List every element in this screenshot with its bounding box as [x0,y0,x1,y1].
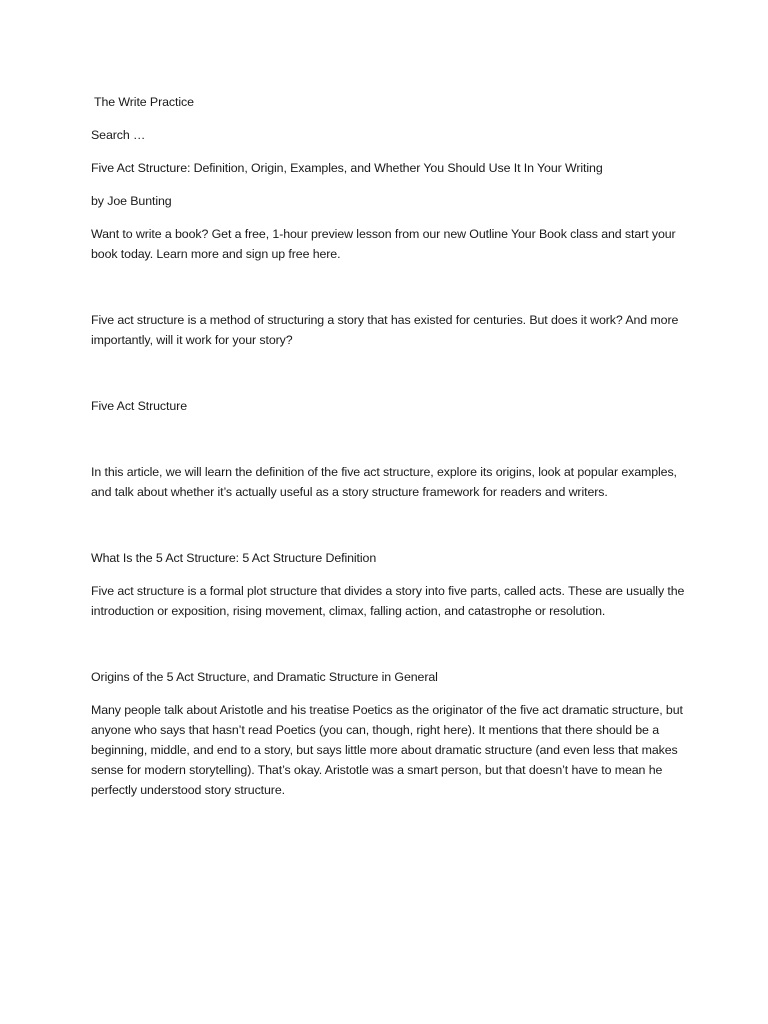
article-title: Five Act Structure: Definition, Origin, Examples, and Whether You Should Use It In Your Writing [91,161,603,175]
document-page [91,92,691,800]
section-body-definition: Five act structure is a formal plot structure that divides a story into five parts, called acts. These are usually the introduction or exposition, rising movement, climax, falling action, and catastrophe or resolution. [91,584,685,618]
section-body-origins: Many people talk about Aristotle and his treatise Poetics as the originator of the five act dramatic structure, but anyone who says that hasn’t read Poetics (you can, though, right here). It mentions that there should be a beginning, middle, and end to a story, but says little more about dramatic structure (and even less that makes sense for modern storytelling). That’s okay. Aristotle was a smart person, but that doesn’t have to mean he perfectly understood story structure. [91,703,683,797]
promo-paragraph: Want to write a book? Get a free, 1-hour preview lesson from our new Outline Your Book class and start your book today. Learn more and sign up free here. [91,227,676,261]
image-caption: Five Act Structure [91,399,187,413]
overview-paragraph: In this article, we will learn the definition of the five act structure, explore its origins, look at popular examples, and talk about whether it’s actually useful as a story structure framework for readers and writers. [91,465,677,499]
article-byline: by Joe Bunting [91,194,172,208]
section-heading-origins: Origins of the 5 Act Structure, and Dramatic Structure in General [91,670,438,684]
intro-paragraph: Five act structure is a method of structuring a story that has existed for centuries. But does it work? And more importantly, will it work for your story? [91,313,679,347]
section-heading-definition: What Is the 5 Act Structure: 5 Act Structure Definition [91,551,377,565]
search-field[interactable]: Search … [91,128,146,142]
site-brand[interactable]: The Write Practice [94,95,194,109]
